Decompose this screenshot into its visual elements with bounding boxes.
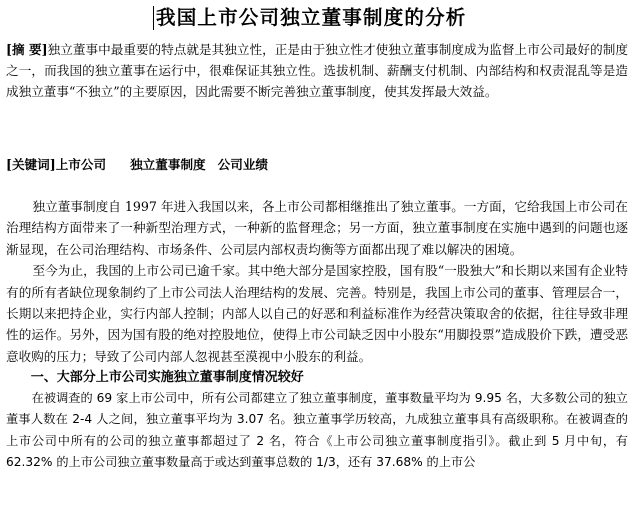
keywords-label: [关键词]	[6, 157, 56, 172]
abstract-label: [摘 要]	[6, 42, 48, 57]
document-body	[6, 196, 628, 473]
keyword-item: 上市公司	[55, 157, 107, 172]
body-paragraph: 在被调查的 69 家上市公司中，所有公司都建立了独立董事制度，董事数量平均为 9.95 名，大多数公司的独立董事人数在 2-4 人之间，独立董事平均为 3.07 名。独立董事学历较高，九成独立董事具有高级职称。在被调查的上市公司中所有的公司的独立董事都超过了 2 名，符合《上市公司独立董事制度指引》。截止到 5 月中旬，有 62.32% 的上市公司独立董事数量高于或达到董事总数的 1/3，还有 37.68% 的上市公	[6, 391, 628, 469]
abstract-text: 独立董事中最重要的特点就是其独立性，正是由于独立性才使独立董事制度成为监督上市公司最好的制度之一，而我国的独立董事在运行中，很难保证其独立性。选拔机制、薪酬支付机制、内部结构和权责混乱等是造成独立董事“不独立”的主要原因，因此需要不断完善独立董事制度，使其发挥最大效益。	[6, 42, 628, 99]
abstract	[6, 40, 628, 102]
keyword-item: 独立董事制度	[130, 157, 206, 172]
section-heading: 一、大部分上市公司实施独立董事制度情况较好	[30, 370, 304, 386]
keywords	[6, 155, 268, 175]
body-paragraph: 独立董事制度自 1997 年进入我国以来，各上市公司都相继推出了独立董事。一方面，它给我国上市公司在治理结构方面带来了一种新型治理方式，一种新的监督理念；另一方面，独立董事制度在实施中遇到的问题也逐渐显现，在公司治理结构、市场条件、公司层内部权责均衡等方面都出现了难以解决的困境。	[6, 199, 628, 257]
page-title: 我国上市公司独立董事制度的分析	[156, 6, 467, 29]
keyword-item: 公司业绩	[217, 157, 269, 172]
text-cursor	[153, 6, 154, 30]
body-paragraph: 至今为止，我国的上市公司已逾千家。其中绝大部分是国家控股，国有股“一股独大”和长期以来国有企业特有的所有者缺位现象制约了上市公司法人治理结构的发展、完善。特别是，我国上市公司的董事、管理层合一，长期以来把持企业，实行内部人控制；内部人以自己的好恶和利益标准作为经营决策取舍的依据，往往导致非理性的运作。另外，因为国有股的绝对控股地位，使得上市公司缺乏因中小股东“用脚投票”造成股价下跌，遭受恶意收购的压力；导致了公司内部人忽视甚至漠视中小股东的利益。	[6, 263, 628, 364]
